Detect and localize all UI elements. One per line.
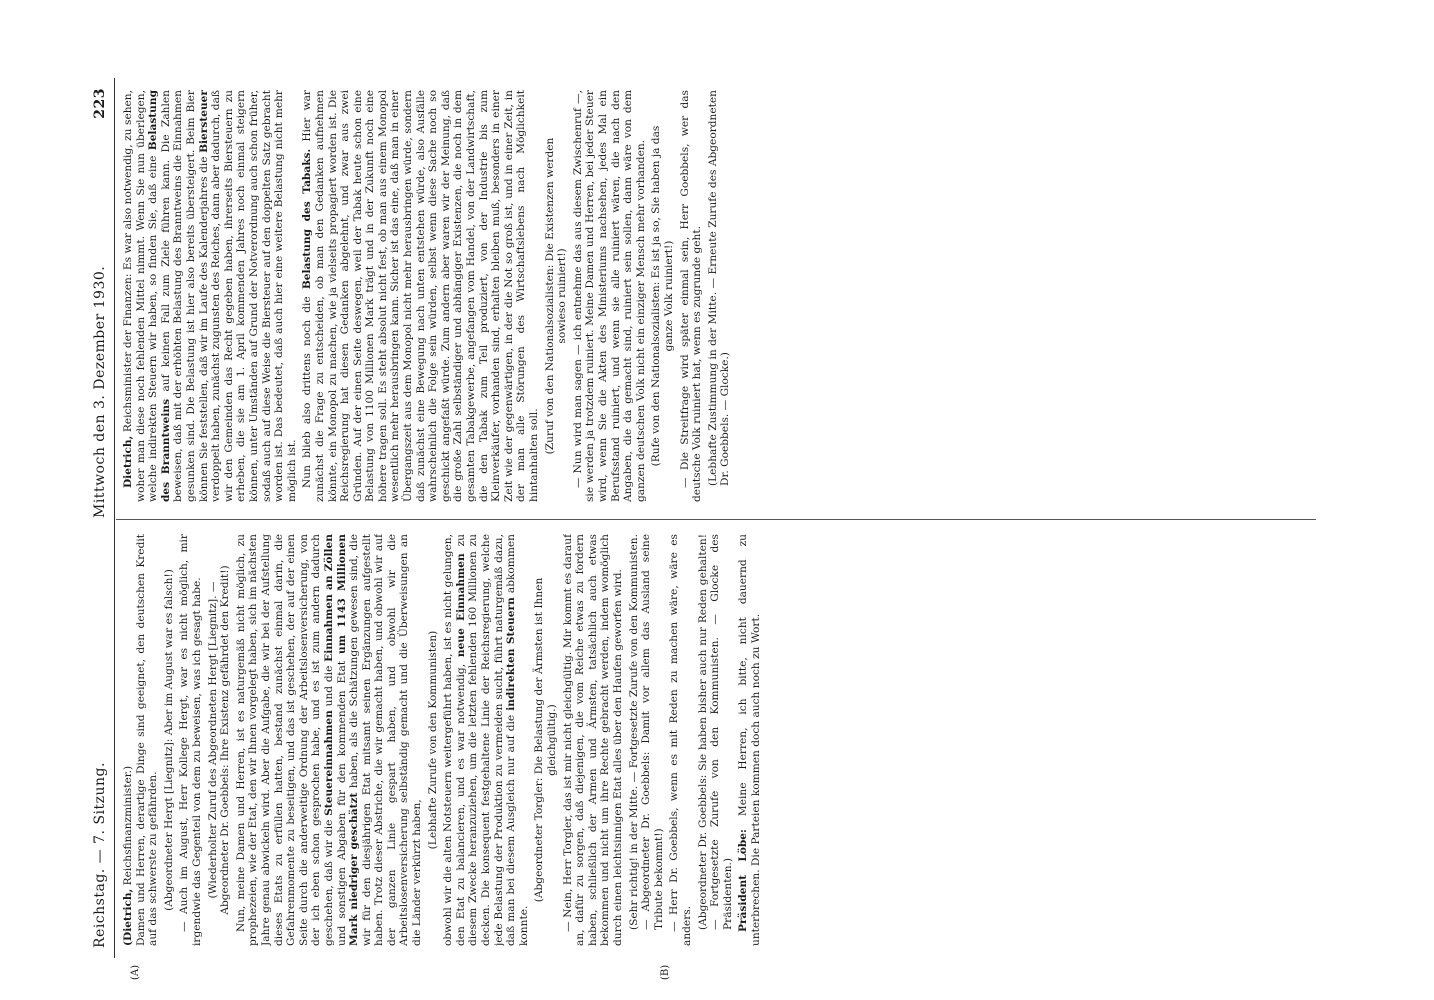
column-divider [116, 519, 1316, 520]
page-header [90, 78, 116, 958]
speaker-name: Präsident Löbe: [737, 829, 750, 932]
interjection: (Lebhafte Zustimmung in der Mitte. — Erneute Zurufe des Abgeordneten Dr. Goebbels. — Glocke.) [706, 90, 732, 486]
rotated-page [90, 78, 1320, 980]
paragraph: Nun blieb also drittens noch die Belastung des Tabaks. Hier war zunächst die Frage zu entscheiden, ob man den Gedanken aufnehmen könnte, ein Monopol zu machen, wie ja vielseits propagiert worden ist. Die Reichsregierung hat diesen Gedanken abgelehnt, und zwar aus zwei Gründen. Auf der einen Seite deswegen, weil der Tabak heute schon eine Belastung von 1100 Millionen Mark trägt und in der Zukunft noch eine höhere tragen soll. Es steht absolut nicht fest, ob man aus einem Monopol wesentlich mehr herausbringen kann. Sicher ist das eine, daß man in einer Übergangszeit aus dem Monopol nicht mehr herausbringen würde, sondern daß zunächst eine Bewegung nach unten entstehen würde, also Ausfälle wahrscheinlich die Folge sein würden, selbst wenn diese Sache noch so geschickt angefaßt würde. Zum andern aber waren wir der Meinung, daß die große Zahl selbständiger und abhängiger Existenzen, die noch in dem gesamten Tabakgewerbe, angefangen vom Handel, von der Landwirtschaft, die den Tabak zum Teil produziert, von der Industrie bis zum Kleinverkäufer, vorhanden sind, erhalten bleiben muß, besonders in einer Zeit wie der gegenwärtigen, in der die Not so groß ist, und in einer Zeit, in der man alle Störungen des Wirtschaftslebens nach Möglichkeit hintanhalten soll. [301, 90, 540, 502]
paragraph: — Nein, Herr Torgler, das ist mir nicht gleichgültig. Mir kommt es darauf an, dafür zu sorgen, daß diejenigen, die vom Reiche etwas zu fordern haben, schließlich der Armen und Ärmsten, tatsächlich auch etwas bekommen und nicht um ihre Rechte gebracht werden, indem womöglich durch einen leichtsinnigen Etat alles über den Haufen geworfen wird. [561, 534, 624, 946]
speaker-name: (Dietrich, [122, 888, 134, 946]
interjection: (Zuruf von den Nationalsozialisten: Die Existenzen werden sowieso ruiniert!) [543, 137, 569, 455]
speaker-name: Dietrich, [122, 435, 134, 488]
paragraph [122, 534, 160, 946]
interjection: (Sehr richtig! in der Mitte. — Fortgesetzte Zurufe von den Kommunisten. — Abgeordneter Dr. Goebbels: Damit vor allem das Ausland seine Tribute bekommt!) [627, 534, 665, 930]
right-column [122, 90, 1314, 502]
page-number: 223 [92, 88, 108, 119]
paragraph: Nun, meine Damen und Herren, ist es naturgemäß nicht möglich, zu prophezeien, wie der Etat, den wir Ihnen vorgelegt haben, sich im nächsten Jahre genau abwickeln wird. Aber die Aufgabe, die wir bei der Aufstellung dieses Etats zu erfüllen hatten, bestand zunächst einmal darin, die Gefahrenmomente zu beseitigen, und das ist geschehen, der auf der einen Seite durch die anderweitige Ordnung der Arbeitslosenversicherung, von der ich eben schon gesprochen habe, und es ist zum andern dadurch geschehen, daß wir die Steuereinnahmen und die Einnahmen an Zöllen und sonstigen Abgaben für den kommenden Etat um 1143 Millionen Mark niedriger geschätzt haben, als die Schätzungen gewesen sind, die wir für den diesjährigen Etat mitsamt seinen Ergänzungen aufgestellt haben. Trotz dieser Abstriche, die wir gemacht haben, und obwohl wir auf der ganzen Linie gespart haben, und obwohl wir die Arbeitslosenversicherung selbständig gemacht und die Überweisungen an die Länder verkürzt haben, [234, 534, 424, 946]
interjection: (Abgeordneter Dr. Goebbels: Sie haben bisher auch nur Reden gehalten! — Fortgesetzte Zurufe von den Kommunisten. — Glocke des Präsidenten.) [696, 534, 734, 930]
paragraph: obwohl wir die alten Notsteuern weitergeführt haben, ist es nicht gelungen, den Etat zu balancieren, und es war notwendig, neue Einnahmen zu diesem Zwecke heranzuziehen, um die letzten fehlenden 160 Millionen zu decken. Die konsequent festgehaltene Linie der Reichsregierung, welche jede Belastung der Produktion zu vermeiden sucht, führt naturgemäß dazu, daß man bei diesem Ausgleich nur auf die indirekten Steuern abkommen konnte. [442, 534, 530, 946]
digitization-credit [1418, 10, 1434, 990]
interjection: (Abgeordneter Torgler: Die Belastung der Ärmsten ist Ihnen gleichgültig.) [533, 577, 558, 903]
paragraph: — Die Streitfrage wird später einmal sein, Herr Goebbels, wer das deutsche Volk ruiniert hat, wenn es zugrunde geht. [678, 90, 704, 502]
speaker-role: Reichsfinanzminister.) [122, 765, 134, 889]
margin-mark-b: (B) [660, 964, 671, 980]
interjection: (Wiederholter Zuruf des Abgeordneten Hergt [Liegnitz]. — Abgeordneter Dr. Goebbels: Ihre Existenz gefährdet den Kredit!) [206, 565, 232, 915]
paragraph: Dietrich, Reichsminister der Finanzen: Es war also notwendig, zu sehen, woher man diese noch fehlenden Mittel nimmt. Wenn Sie nun überlegen, welche indirekten Steuern wir haben, so finden Sie, daß eine Belastung des Branntweins auf keinen Fall zum Ziele führen kann. Die Zahlen beweisen, daß mit der erhöhten Belastung des Branntweins die Einnahmen gesunken sind. Die Belastung ist hier also bereits übersteigert. Beim Bier können Sie feststellen, daß wir im Laufe des Kalenderjahres die Biersteuer verdoppelt haben, zunächst zugunsten des Reiches, dann aber dadurch, daß wir den Gemeinden das Recht gegeben haben, ihrerseits Biersteuern zu erheben, die sie am 1. April kommenden Jahres noch einmal steigern können, unter Umständen auf Grund der Notverordnung auch schon früher, sodaß auch auf diese Weise die Biersteuer auf den doppelten Satz gebracht worden ist. Das bedeutet, daß auch hier eine weitere Belastung nicht mehr möglich ist. [122, 90, 298, 502]
paragraph: — Herr Dr. Goebbels, wenn es mit Reden zu machen wäre, wäre es anders. [668, 534, 693, 946]
interjection: (Lebhafte Zurufe von den Kommunisten) [426, 630, 439, 850]
paragraph: Präsident Löbe: Meine Herren, ich bitte, nicht dauernd zu unterbrechen. Die Parteien kommen doch auch noch zu Wort. [737, 534, 762, 946]
paragraph: — Auch im August, Herr Kollege Hergt, war es nicht möglich, mir irgendwie das Gegenteil von dem zu beweisen, was ich gesagt habe. [178, 534, 203, 946]
paragraph: — Nun wird man sagen — ich entnehme das aus diesem Zwischenruf —, sie werden ja trotzdem ruiniert. Meine Damen und Herren, bei jeder Steuer wird, wenn Sie die Akten des Ministeriums nachsehen, jedes Mal ein Berufsstand ruiniert, und wenn sie alle ruiniert wären, die nach den Angaben, die da gemacht sind, ruiniert sein sollen, dann wäre von dem ganzen deutschen Volk nicht ein einziger Mensch mehr vorhanden. [571, 90, 647, 502]
interjection: (Abgeordneter Hergt [Liegnitz]: Aber im August war es falsch!) [162, 569, 175, 911]
margin-mark-a: (A) [130, 964, 141, 980]
speech-text: Damen und Herren, derartige Dinge sind geeignet, den deutschen Kredit auf das schwerste zu gefährden. [134, 534, 160, 946]
left-column [122, 534, 1314, 946]
header-rule [114, 78, 115, 958]
header-right: Mittwoch den 3. Dezember 1930. [92, 265, 108, 518]
header-left: Reichstag. — 7. Sitzung. [92, 762, 108, 948]
interjection: (Rufe von den Nationalsozialisten: Es ist ja so, Sie haben ja das ganze Volk ruiniert!) [650, 125, 675, 467]
